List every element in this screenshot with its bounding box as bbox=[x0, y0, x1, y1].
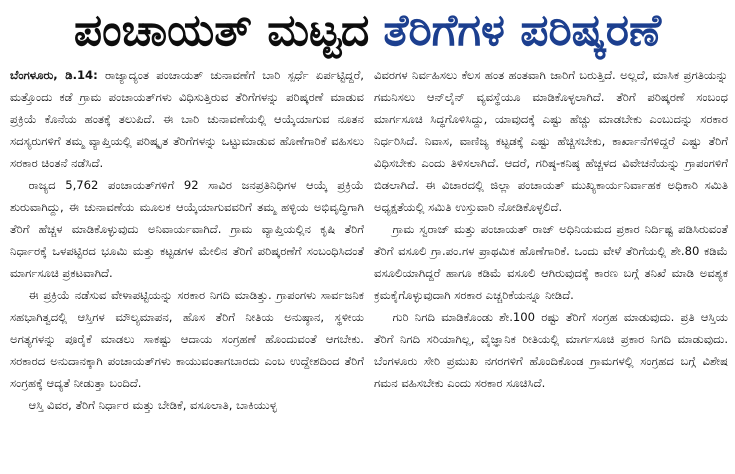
article-paragraph-4: ಆಸ್ತಿ ವಿವರ, ತೆರಿಗೆ ನಿರ್ಧಾರ ಮತ್ತು ಬೇಡಿಕೆ, ವಸೂಲಾತಿ, ಬಾಕಿಯುಳ್ಳ bbox=[28, 398, 277, 412]
headline-part-black: ಪಂಚಾಯತ್ ಮಟ್ಟದ bbox=[73, 5, 370, 56]
article-body bbox=[10, 64, 728, 474]
article-paragraph-5: ವಿವರಗಳ ನಿರ್ವಹಿಸಲು ಕೆಲಸ ಹಂತ ಹಂತವಾಗಿ ಜಾರಿಗೆ ಬರುತ್ತಿದೆ. ಅಲ್ಲದೆ, ಮಾಸಿಕ ಪ್ರಗತಿಯನ್ನು ಗಮನಿಸಲು ಆನ್‌ಲೈನ್ ವ್ಯವಸ್ಥೆಯೂ ಮಾಡಿಕೊಳ್ಳಲಾಗಿದೆ. ತೆರಿಗೆ ಪರಿಷ್ಕರಣೆ ಸಂಬಂಧ ಮಾರ್ಗಸೂಚಿ ಸಿದ್ಧಗೊಳಿಸಿದ್ದು, ಯಾವುದಕ್ಕೆ ಎಷ್ಟು ಹೆಚ್ಚು ಮಾಡಬೇಕು ಎಂಬುದನ್ನು ಸರಕಾರ ನಿರ್ಧರಿಸಿದೆ. ನಿವಾಸ, ವಾಣಿಜ್ಯ ಕಟ್ಟಡಕ್ಕೆ ಎಷ್ಟು ಹೆಚ್ಚಿಸಬೇಕು, ಕಾರ್ಖಾನೆಗಳಿದ್ದರೆ ಎಷ್ಟು ತೆರಿಗೆ ವಿಧಿಸಬೇಕು ಎಂದು ತಿಳಿಸಲಾಗಿದೆ. ಆದರೆ, ಗರಿಷ್ಠ-ಕನಿಷ್ಠ ಹೆಚ್ಚಳದ ವಿವೇಚನೆಯನ್ನು ಗ್ರಾಪಂಗಳಿಗೆ ಬಿಡಲಾಗಿದೆ. ಈ ವಿಚಾರದಲ್ಲಿ ಜಿಲ್ಲಾ ಪಂಚಾಯತ್ ಮುಖ್ಯಕಾರ್ಯನಿರ್ವಾಹಕ ಅಧಿಕಾರಿ ಸಮಿತಿ ಅಧ್ಯಕ್ಷತೆಯಲ್ಲಿ ಸಮಿತಿ ಉಸ್ತುವಾರಿ ನೋಡಿಕೊಳ್ಳಲಿದೆ. bbox=[374, 68, 728, 214]
article-paragraph-2: ರಾಜ್ಯದ 5,762 ಪಂಚಾಯತ್‌ಗಳಿಗೆ 92 ಸಾವಿರ ಜನಪ್ರತಿನಿಧಿಗಳ ಆಯ್ಕೆ ಪ್ರಕ್ರಿಯೆ ಶುರುವಾಗಿದ್ದು, ಈ ಚುನಾವಣೆಯ ಮೂಲಕ ಆಯ್ಕೆಯಾಗುವವರಿಗೆ ತಮ್ಮ ಹಳ್ಳಿಯ ಅಭಿವೃದ್ಧಿಗಾಗಿ ತೆರಿಗೆ ಹೆಚ್ಚಳ ಮಾಡಿಕೊಳ್ಳುವುದು ಅನಿವಾರ್ಯವಾಗಿದೆ. ಗ್ರಾಮ ವ್ಯಾಪ್ತಿಯಲ್ಲಿನ ಕೃಷಿ ತೆರಿಗೆ ನಿರ್ಧಾರಕ್ಕೆ ಒಳಪಟ್ಟಿರದ ಭೂಮಿ ಮತ್ತು ಕಟ್ಟಡಗಳ ಮೇಲಿನ ತೆರಿಗೆ ಪರಿಷ್ಕರಣೆಗೆ ಸಂಬಂಧಿಸಿದಂತೆ ಮಾರ್ಗಸೂಚಿ ಪ್ರಕಟವಾಗಿದೆ. bbox=[10, 178, 364, 280]
paragraph-1-text: ರಾಜ್ಯಾದ್ಯಂತ ಪಂಚಾಯತ್ ಚುನಾವಣೆಗೆ ಬಾರಿ ಸ್ಪರ್ಧೆ ಏರ್ಪಟ್ಟಿದ್ದರೆ, ಮತ್ತೊಂದು ಕಡೆ ಗ್ರಾಮ ಪಂಚಾಯತ್‌ಗಳು ವಿಧಿಸುತ್ತಿರುವ ತೆರಿಗೆಗಳನ್ನು ಪರಿಷ್ಕರಣೆ ಮಾಡುವ ಪ್ರಕ್ರಿಯೆ ಕೊನೆಯ ಹಂತಕ್ಕೆ ತಲುಪಿದೆ. ಈ ಬಾರಿ ಚುನಾವಣೆಯಲ್ಲಿ ಆಯ್ಕೆಯಾಗುವ ನೂತನ ಸದಸ್ಯರುಗಳಿಗೆ ತಮ್ಮ ವ್ಯಾಪ್ತಿಯಲ್ಲಿ ಪರಿಷ್ಕೃತ ತೆರಿಗೆಗಳನ್ನು ಒಟ್ಟುಮಾಡುವ ಹೊಣೆಗಾರಿಕೆ ವಹಿಸಲು ಸರಕಾರ ಚಿಂತನೆ ನಡೆಸಿದೆ. bbox=[10, 68, 364, 170]
article-paragraph-1 bbox=[10, 64, 364, 174]
headline-part-blue: ತೆರಿಗೆಗಳ ಪರಿಷ್ಕರಣೆ bbox=[383, 5, 662, 56]
article-paragraph-7: ಗುರಿ ನಿಗದಿ ಮಾಡಿಕೊಂಡು ಶೇ.100 ರಷ್ಟು ತೆರಿಗೆ ಸಂಗ್ರಹ ಮಾಡುವುದು. ಪ್ರತಿ ಆಸ್ತಿಯ ತೆರಿಗೆ ನಿಗದಿ ಸರಿಯಾಗಿಲ್ಲ, ವೈಜ್ಞಾನಿಕ ರೀತಿಯಲ್ಲಿ ಮಾರ್ಗಸೂಚಿ ಪ್ರಕಾರ ನಿಗದಿ ಮಾಡುವುದು. ಬೆಂಗಳೂರು ಸೇರಿ ಪ್ರಮುಖ ನಗರಗಳಿಗೆ ಹೊಂದಿಕೊಂಡ ಗ್ರಾಮಗಳಲ್ಲಿ ಸಂಗ್ರಹದ ಬಗ್ಗೆ ವಿಶೇಷ ಗಮನ ವಹಿಸಬೇಕು ಎಂದು ಸರಕಾರ ಸೂಚಿಸಿದೆ. bbox=[374, 310, 728, 390]
left-column bbox=[10, 64, 364, 474]
dateline: ಬೆಂಗಳೂರು, ಡಿ.14: bbox=[10, 68, 98, 82]
headline bbox=[0, 0, 735, 62]
article-paragraph-6: ಗ್ರಾಮ ಸ್ವರಾಜ್ ಮತ್ತು ಪಂಚಾಯತ್ ರಾಜ್ ಅಧಿನಿಯಮದ ಪ್ರಕಾರ ನಿರ್ದಿಷ್ಟ ಪಡಿಸಿರುವಂತೆ ತೆರಿಗೆ ವಸೂಲಿ ಗ್ರಾ.ಪಂ.ಗಳ ಪ್ರಾಥಮಿಕ ಹೊಣೆಗಾರಿಕೆ. ಒಂದು ವೇಳೆ ತೆರಿಗೆಯಲ್ಲಿ ಶೇ.80 ಕಡಿಮೆ ವಸೂಲಿಯಾಗಿದ್ದರೆ ಹಾಗೂ ಕಡಿಮೆ ವಸೂಲಿ ಆಗಿರುವುದಕ್ಕೆ ಕಾರಣ ಬಗ್ಗೆ ತನಿಖೆ ಮಾಡಿ ಅವಶ್ಯಕ ಕ್ರಮಕೈಗೊಳ್ಳುವುದಾಗಿ ಸರಕಾರ ಎಚ್ಚರಿಕೆಯನ್ನೂ ನೀಡಿದೆ. bbox=[374, 222, 728, 302]
article-paragraph-3: ಈ ಪ್ರಕ್ರಿಯೆ ನಡೆಸುವ ವೇಳಾಪಟ್ಟಿಯನ್ನು ಸರಕಾರ ನಿಗದಿ ಮಾಡಿತ್ತು. ಗ್ರಾಪಂಗಳು ಸಾರ್ವಜನಿಕ ಸಹಭಾಗಿತ್ವದಲ್ಲಿ ಆಸ್ತಿಗಳ ಮೌಲ್ಯಮಾಪನ, ಹೊಸ ತೆರಿಗೆ ನೀತಿಯ ಅನುಷ್ಠಾನ, ಸ್ಥಳೀಯ ಅಗತ್ಯಗಳನ್ನು ಪೂರೈಕೆ ಮಾಡಲು ಸಾಕಷ್ಟು ಆದಾಯ ಸಂಗ್ರಹಣೆ ಹೊಂದುವಂತೆ ಆಗಬೇಕು. ಸರಕಾರದ ಅನುದಾನಕ್ಕಾಗಿ ಪಂಚಾಯತ್‌ಗಳು ಕಾಯುವಂತಾಗಬಾರದು ಎಂಬ ಉದ್ದೇಶದಿಂದ ತೆರಿಗೆ ಸಂಗ್ರಹಕ್ಕೆ ಆದ್ಯತೆ ನೀಡುತ್ತಾ ಬಂದಿದೆ. bbox=[10, 288, 364, 390]
right-column bbox=[374, 64, 728, 474]
